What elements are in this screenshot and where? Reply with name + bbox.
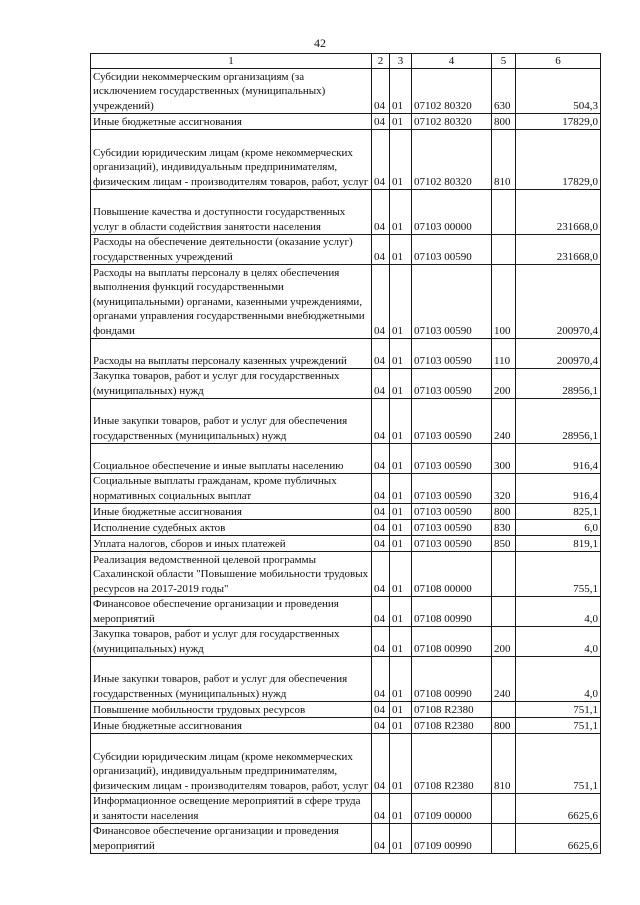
row-subsection: 01: [390, 702, 412, 718]
row-subsection: 01: [390, 657, 412, 702]
row-subsection: 01: [390, 824, 412, 854]
row-expense-type: 800: [492, 504, 516, 520]
row-expense-type: 320: [492, 474, 516, 504]
column-number-row: [91, 54, 601, 69]
row-amount: 504,3: [516, 69, 601, 114]
row-target-code: 07108 R2380: [412, 702, 492, 718]
row-section: 04: [372, 552, 390, 597]
row-expense-type: 850: [492, 536, 516, 552]
row-section: 04: [372, 718, 390, 734]
column-header-target-code: 4: [412, 54, 492, 69]
table-row: [91, 520, 601, 536]
row-expense-type: 800: [492, 718, 516, 734]
column-header-expense-type: 5: [492, 54, 516, 69]
row-target-code: 07103 00590: [412, 235, 492, 265]
row-section: 04: [372, 794, 390, 824]
row-target-code: 07103 00590: [412, 369, 492, 399]
row-subsection: 01: [390, 114, 412, 130]
row-section: 04: [372, 657, 390, 702]
row-subsection: 01: [390, 734, 412, 794]
row-target-code: 07108 00000: [412, 552, 492, 597]
row-amount: 825,1: [516, 504, 601, 520]
table-row: [91, 190, 601, 235]
row-amount: 17829,0: [516, 114, 601, 130]
row-amount: 916,4: [516, 474, 601, 504]
table-row: [91, 69, 601, 114]
table-row: [91, 369, 601, 399]
row-name: Иные закупки товаров, работ и услуг для обеспечения государственных (муниципальных) нужд: [91, 657, 372, 702]
table-row: [91, 474, 601, 504]
column-header-name: 1: [91, 54, 372, 69]
row-name: Информационное освещение мероприятий в сфере труда и занятости населения: [91, 794, 372, 824]
budget-table-body: [91, 54, 601, 854]
row-amount: 6625,6: [516, 794, 601, 824]
row-target-code: 07103 00590: [412, 444, 492, 474]
row-name: Исполнение судебных актов: [91, 520, 372, 536]
table-row: [91, 734, 601, 794]
row-subsection: 01: [390, 339, 412, 369]
row-subsection: 01: [390, 597, 412, 627]
row-section: 04: [372, 114, 390, 130]
row-expense-type: 240: [492, 399, 516, 444]
row-section: 04: [372, 69, 390, 114]
row-amount: 751,1: [516, 702, 601, 718]
row-amount: 4,0: [516, 657, 601, 702]
row-expense-type: 810: [492, 130, 516, 190]
row-amount: 17829,0: [516, 130, 601, 190]
column-header-section: 2: [372, 54, 390, 69]
row-subsection: 01: [390, 130, 412, 190]
row-amount: 751,1: [516, 734, 601, 794]
row-expense-type: 630: [492, 69, 516, 114]
row-amount: 28956,1: [516, 369, 601, 399]
row-subsection: 01: [390, 235, 412, 265]
row-target-code: 07103 00590: [412, 536, 492, 552]
row-name: Субсидии юридическим лицам (кроме некоммерческих организаций), индивидуальным предпринимателям, физическим лицам - производителям товаров, работ, услуг: [91, 734, 372, 794]
row-subsection: 01: [390, 504, 412, 520]
row-amount: 819,1: [516, 536, 601, 552]
row-amount: 28956,1: [516, 399, 601, 444]
row-subsection: 01: [390, 794, 412, 824]
table-row: [91, 536, 601, 552]
row-expense-type: 100: [492, 265, 516, 339]
table-row: [91, 130, 601, 190]
row-expense-type: 110: [492, 339, 516, 369]
row-name: Реализация ведомственной целевой программы Сахалинской области "Повышение мобильности трудовых ресурсов на 2017-2019 годы": [91, 552, 372, 597]
row-target-code: 07108 R2380: [412, 718, 492, 734]
row-section: 04: [372, 235, 390, 265]
row-expense-type: [492, 190, 516, 235]
row-target-code: 07103 00590: [412, 399, 492, 444]
row-section: 04: [372, 265, 390, 339]
table-row: [91, 504, 601, 520]
row-target-code: 07108 00990: [412, 657, 492, 702]
row-section: 04: [372, 520, 390, 536]
row-target-code: 07103 00590: [412, 504, 492, 520]
row-section: 04: [372, 190, 390, 235]
row-target-code: 07102 80320: [412, 130, 492, 190]
row-target-code: 07103 00590: [412, 474, 492, 504]
row-name: Повышение качества и доступности государственных услуг в области содействия занятости населения: [91, 190, 372, 235]
row-amount: 4,0: [516, 627, 601, 657]
row-section: 04: [372, 824, 390, 854]
row-expense-type: 800: [492, 114, 516, 130]
row-amount: 755,1: [516, 552, 601, 597]
row-name: Финансовое обеспечение организации и проведения мероприятий: [91, 824, 372, 854]
row-name: Финансовое обеспечение организации и проведения мероприятий: [91, 597, 372, 627]
table-row: [91, 444, 601, 474]
row-section: 04: [372, 474, 390, 504]
row-section: 04: [372, 597, 390, 627]
row-name: Расходы на обеспечение деятельности (оказание услуг) государственных учреждений: [91, 235, 372, 265]
row-subsection: 01: [390, 190, 412, 235]
row-expense-type: 300: [492, 444, 516, 474]
row-subsection: 01: [390, 718, 412, 734]
table-row: [91, 824, 601, 854]
row-target-code: 07109 00000: [412, 794, 492, 824]
row-target-code: 07103 00000: [412, 190, 492, 235]
row-expense-type: 200: [492, 369, 516, 399]
row-expense-type: [492, 235, 516, 265]
row-target-code: 07103 00590: [412, 520, 492, 536]
row-section: 04: [372, 627, 390, 657]
row-name: Социальные выплаты гражданам, кроме публичных нормативных социальных выплат: [91, 474, 372, 504]
table-row: [91, 718, 601, 734]
row-amount: 231668,0: [516, 190, 601, 235]
table-row: [91, 794, 601, 824]
row-name: Субсидии юридическим лицам (кроме некоммерческих организаций), индивидуальным предпринимателям, физическим лицам - производителям товаров, работ, услуг: [91, 130, 372, 190]
row-amount: 200970,4: [516, 339, 601, 369]
row-expense-type: 200: [492, 627, 516, 657]
row-section: 04: [372, 130, 390, 190]
row-name: Закупка товаров, работ и услуг для государственных (муниципальных) нужд: [91, 627, 372, 657]
row-section: 04: [372, 536, 390, 552]
row-subsection: 01: [390, 536, 412, 552]
column-header-amount: 6: [516, 54, 601, 69]
table-row: [91, 399, 601, 444]
row-expense-type: 830: [492, 520, 516, 536]
table-row: [91, 597, 601, 627]
row-subsection: 01: [390, 444, 412, 474]
row-target-code: 07103 00590: [412, 339, 492, 369]
table-row: [91, 265, 601, 339]
row-expense-type: [492, 552, 516, 597]
row-amount: 916,4: [516, 444, 601, 474]
row-expense-type: [492, 794, 516, 824]
row-amount: 4,0: [516, 597, 601, 627]
row-subsection: 01: [390, 399, 412, 444]
row-subsection: 01: [390, 552, 412, 597]
row-target-code: 07102 80320: [412, 69, 492, 114]
budget-table: [90, 53, 601, 854]
table-row: [91, 235, 601, 265]
row-subsection: 01: [390, 265, 412, 339]
row-target-code: 07103 00590: [412, 265, 492, 339]
row-name: Иные закупки товаров, работ и услуг для обеспечения государственных (муниципальных) нужд: [91, 399, 372, 444]
row-amount: 200970,4: [516, 265, 601, 339]
row-section: 04: [372, 734, 390, 794]
row-expense-type: 810: [492, 734, 516, 794]
row-amount: 751,1: [516, 718, 601, 734]
row-subsection: 01: [390, 474, 412, 504]
row-subsection: 01: [390, 369, 412, 399]
table-row: [91, 114, 601, 130]
row-target-code: 07109 00990: [412, 824, 492, 854]
row-expense-type: [492, 702, 516, 718]
row-name: Закупка товаров, работ и услуг для государственных (муниципальных) нужд: [91, 369, 372, 399]
row-target-code: 07102 80320: [412, 114, 492, 130]
row-target-code: 07108 00990: [412, 627, 492, 657]
row-amount: 231668,0: [516, 235, 601, 265]
row-section: 04: [372, 339, 390, 369]
row-name: Расходы на выплаты персоналу в целях обеспечения выполнения функций государственными (муниципальными) органами, казенными учреждениями, органами управления государственными внебюджетными фондами: [91, 265, 372, 339]
row-amount: 6,0: [516, 520, 601, 536]
table-row: [91, 627, 601, 657]
row-name: Субсидии некоммерческим организациям (за исключением государственных (муниципальных) учреждений): [91, 69, 372, 114]
row-name: Иные бюджетные ассигнования: [91, 718, 372, 734]
row-subsection: 01: [390, 627, 412, 657]
row-section: 04: [372, 444, 390, 474]
row-section: 04: [372, 504, 390, 520]
row-subsection: 01: [390, 69, 412, 114]
row-section: 04: [372, 399, 390, 444]
row-name: Уплата налогов, сборов и иных платежей: [91, 536, 372, 552]
column-header-subsection: 3: [390, 54, 412, 69]
row-expense-type: 240: [492, 657, 516, 702]
row-name: Социальное обеспечение и иные выплаты населению: [91, 444, 372, 474]
row-target-code: 07108 R2380: [412, 734, 492, 794]
row-name: Иные бюджетные ассигнования: [91, 504, 372, 520]
row-expense-type: [492, 597, 516, 627]
row-section: 04: [372, 369, 390, 399]
row-subsection: 01: [390, 520, 412, 536]
table-row: [91, 702, 601, 718]
row-name: Повышение мобильности трудовых ресурсов: [91, 702, 372, 718]
table-row: [91, 552, 601, 597]
row-name: Расходы на выплаты персоналу казенных учреждений: [91, 339, 372, 369]
table-row: [91, 339, 601, 369]
row-expense-type: [492, 824, 516, 854]
table-row: [91, 657, 601, 702]
row-name: Иные бюджетные ассигнования: [91, 114, 372, 130]
row-target-code: 07108 00990: [412, 597, 492, 627]
row-section: 04: [372, 702, 390, 718]
row-amount: 6625,6: [516, 824, 601, 854]
page-number: 42: [314, 36, 326, 50]
